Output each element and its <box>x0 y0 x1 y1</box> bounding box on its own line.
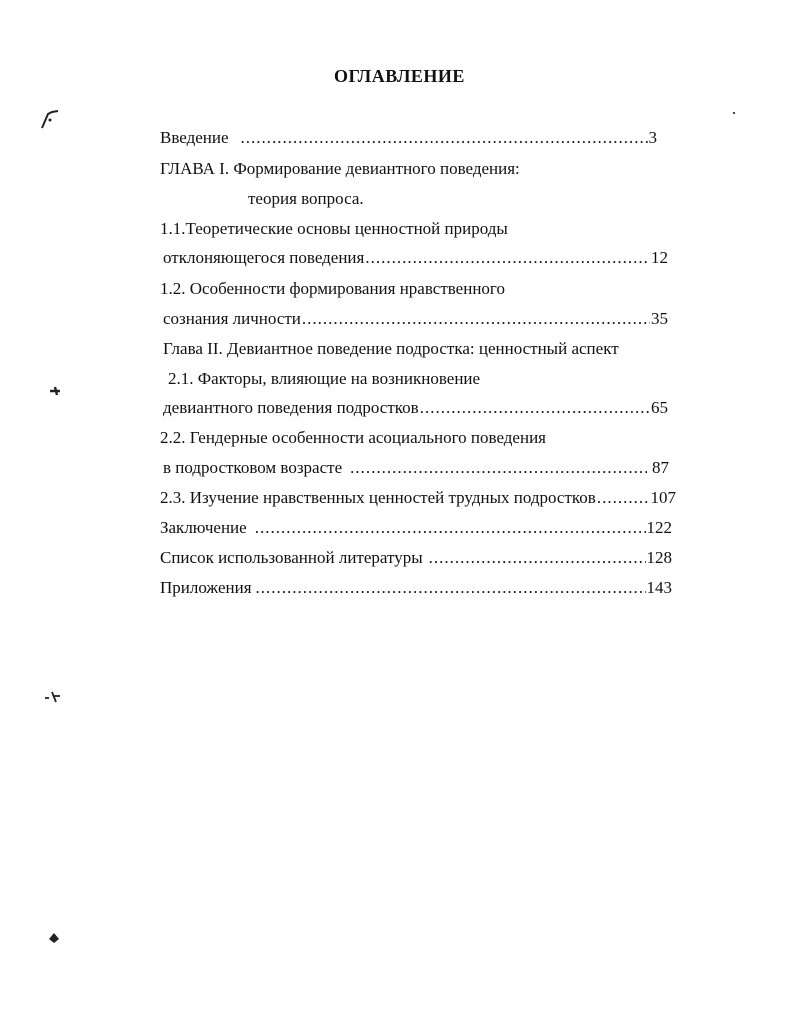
toc-leader-dots <box>255 517 646 539</box>
toc-leader-dots <box>256 577 646 599</box>
toc-entry-label: 2.3. Изучение нравственных ценностей трудных подростков <box>160 488 596 507</box>
toc-entry-label: девиантного поведения подростков <box>163 398 419 417</box>
page-title: ОГЛАВЛЕНИЕ <box>334 66 465 86</box>
toc-section-1-1-line1: 1.1.Теоретические основы ценностной природы <box>160 219 508 238</box>
toc-leader-dots <box>597 487 650 509</box>
toc-entry-section-2-1 <box>163 397 668 419</box>
toc-entry-appendix <box>160 577 672 599</box>
toc-chapter-1-heading: ГЛАВА I. Формирование девиантного поведения: <box>160 159 520 178</box>
toc-entry-section-1-1 <box>163 247 668 269</box>
toc-entry-section-2-2 <box>163 457 669 479</box>
scan-speck <box>48 384 62 398</box>
toc-page-number: 143 <box>646 578 672 597</box>
toc-leader-dots <box>429 547 646 569</box>
toc-page-number: 107 <box>650 488 676 507</box>
toc-section-1-2-line1: 1.2. Особенности формирования нравственного <box>160 279 505 298</box>
toc-entry-references <box>160 547 672 569</box>
toc-page-number: 65 <box>651 398 668 417</box>
toc-leader-dots <box>350 457 647 479</box>
toc-entry-section-2-3 <box>160 487 676 509</box>
toc-entry-label: сознания личности <box>163 309 301 328</box>
toc-section-2-1-line1: 2.1. Факторы, влияющие на возникновение <box>168 369 481 388</box>
toc-leader-dots <box>241 127 648 149</box>
toc-page-number: 35 <box>651 309 668 328</box>
toc-leader-dots <box>302 308 650 330</box>
toc-chapter-2-heading: Глава II. Девиантное поведение подростка: ценностный аспект <box>163 339 619 358</box>
toc-entry-label: отклоняющегося поведения <box>163 248 365 267</box>
toc-chapter-1-subtitle: теория вопроса. <box>248 189 364 208</box>
toc-entry-label: Приложения <box>160 578 252 597</box>
toc-entry-label: Заключение <box>160 518 247 537</box>
toc-leader-dots <box>420 397 650 419</box>
toc-leader-dots <box>365 247 650 269</box>
toc-page-number: 87 <box>652 458 669 477</box>
toc-page-number: 122 <box>646 518 672 537</box>
toc-entry-intro <box>160 127 657 149</box>
scan-speck <box>733 112 735 114</box>
scan-speck <box>44 690 62 704</box>
toc-page-number: 128 <box>646 548 672 567</box>
scan-speck <box>38 106 62 130</box>
toc-entry-label: Введение <box>160 128 229 147</box>
toc-page-number: 12 <box>651 248 668 267</box>
toc-entry-label: в подростковом возрасте <box>163 458 343 477</box>
toc-section-2-2-line1: 2.2. Гендерные особенности асоциального поведения <box>160 428 546 447</box>
scan-speck <box>46 930 62 946</box>
toc-page-number: 3 <box>648 128 657 147</box>
toc-entry-conclusion <box>160 517 672 539</box>
toc-entry-section-1-2 <box>163 308 668 330</box>
toc-entry-label: Список использованной литературы <box>160 548 423 567</box>
